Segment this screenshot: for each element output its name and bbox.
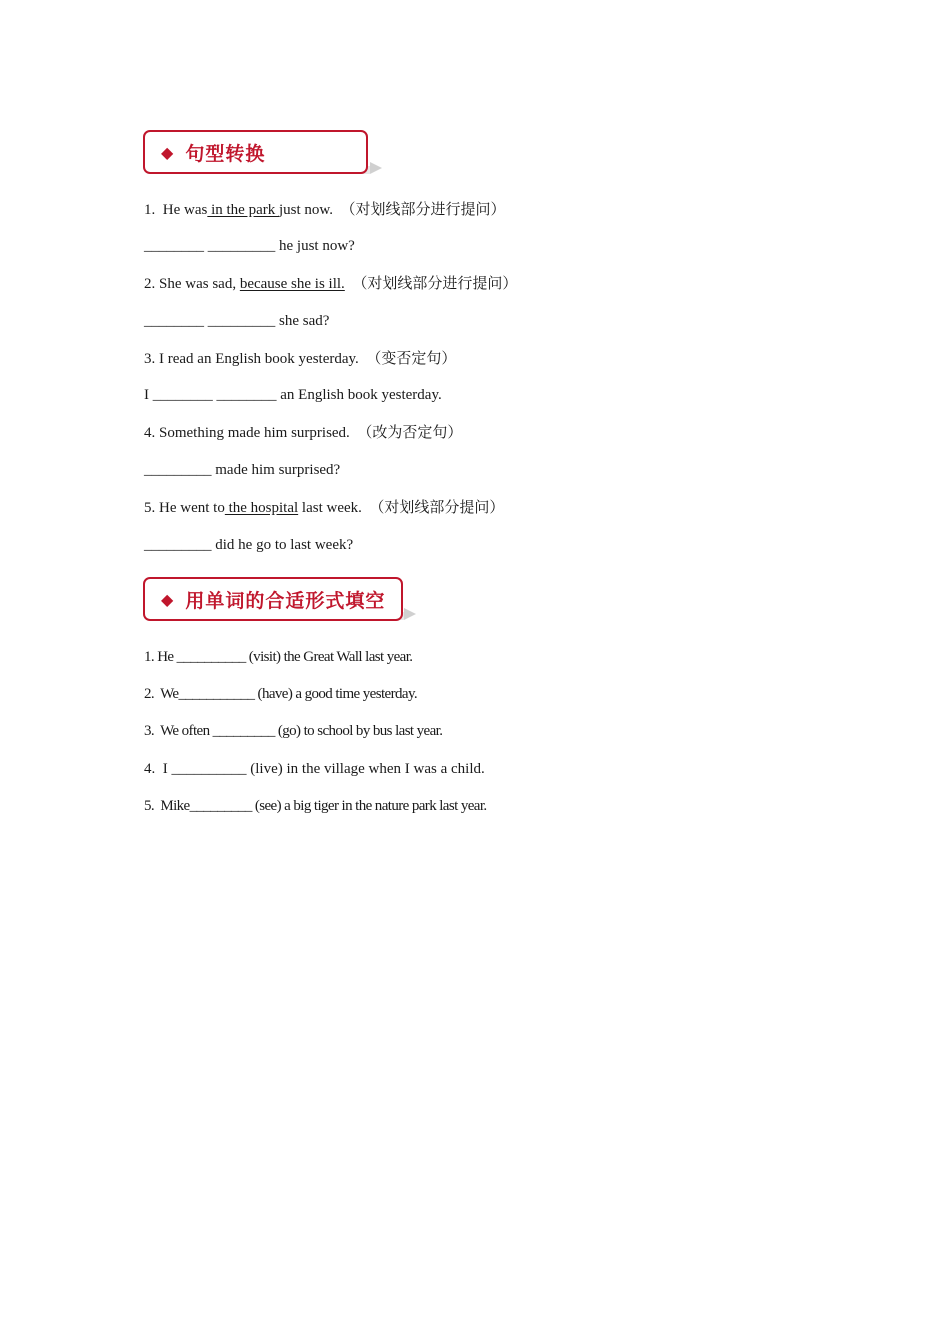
answer-line-2: ________ _________ she sad? (144, 313, 330, 329)
instruction-note: （对划线部分提问） (369, 498, 505, 516)
section-header-word-forms (143, 577, 403, 621)
fill-item-1: 1. He __________ (visit) the Great Wall last year. (144, 649, 413, 665)
section-header-sentence-transform (143, 130, 368, 174)
fill-item-5: 5. Mike_________ (see) a big tiger in the nature park last year. (144, 798, 487, 814)
section-title: 用单词的合适形式填空 (185, 589, 386, 612)
instruction-note: （对划线部分进行提问） (352, 274, 518, 292)
fill-item-3: 3. We often _________ (go) to school by bus last year. (144, 723, 443, 739)
question-1: 1. He was in the park just now. （对划线部分进行提问） (144, 200, 506, 218)
instruction-note: （对划线部分进行提问） (340, 200, 506, 218)
fill-item-4: 4. I __________ (live) in the village when I was a child. (144, 761, 485, 777)
diamond-icon: ◆ (161, 589, 174, 609)
instruction-note: （变否定句） (366, 349, 457, 367)
fill-item-2: 2. We___________ (have) a good time yesterday. (144, 686, 418, 702)
answer-line-1: ________ _________ he just now? (144, 238, 355, 254)
underlined-phrase: because she is ill. (239, 276, 345, 292)
answer-line-3: I ________ ________ an English book yesterday. (144, 387, 442, 403)
question-2: 2. She was sad, because she is ill. （对划线部分进行提问） (144, 274, 518, 292)
section-title: 句型转换 (185, 142, 266, 165)
instruction-note: （改为否定句） (357, 423, 463, 441)
answer-line-4: _________ made him surprised? (144, 462, 341, 478)
question-4: 4. Something made him surprised. （改为否定句） (144, 423, 463, 441)
question-5: 5. He went to the hospital last week. （对划线部分提问） (144, 498, 505, 516)
underlined-phrase: the hospital (224, 500, 299, 516)
underlined-phrase: in the park (207, 202, 279, 218)
question-3: 3. I read an English book yesterday. （变否定句） (144, 349, 457, 367)
answer-line-5: _________ did he go to last week? (144, 537, 354, 553)
diamond-icon: ◆ (161, 142, 174, 162)
